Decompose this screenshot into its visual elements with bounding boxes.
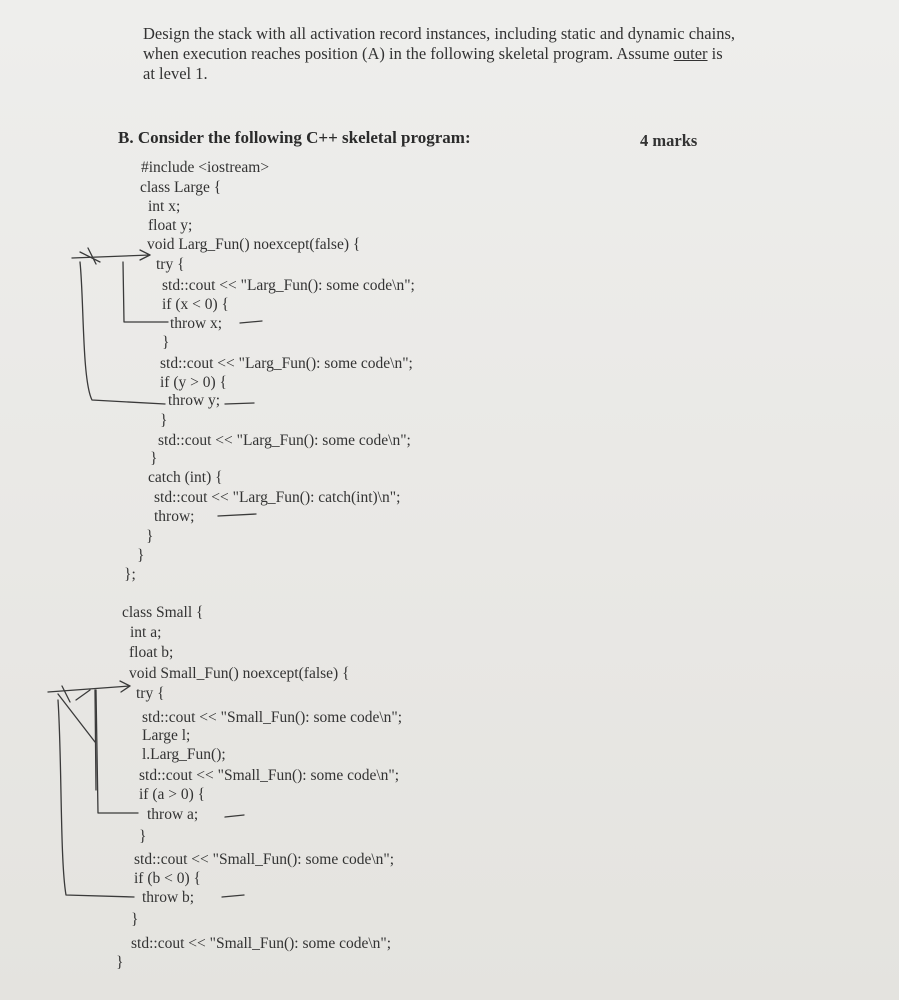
question-intro	[143, 24, 833, 84]
intro-underlined-word: outer	[673, 44, 708, 63]
code-line: l.Larg_Fun();	[142, 746, 226, 763]
code-line: float b;	[129, 644, 174, 661]
code-line: if (y > 0) {	[160, 374, 227, 391]
code-line: std::cout << "Larg_Fun(): some code\n";	[162, 277, 415, 294]
code-line: std::cout << "Small_Fun(): some code\n";	[131, 935, 392, 952]
code-line: }	[146, 528, 154, 545]
code-line: #include <iostream>	[141, 159, 270, 176]
dash-throw-b	[222, 895, 244, 897]
code-line: void Small_Fun() noexcept(false) {	[129, 665, 350, 682]
code-line: int x;	[148, 198, 181, 215]
intro-line-1: Design the stack with all activation record instances, including static and dynamic chains,	[143, 24, 735, 43]
diagonal-stroke	[58, 694, 95, 742]
code-line: }	[160, 412, 168, 429]
bracket-throw-a	[96, 690, 138, 813]
code-line: try {	[136, 685, 165, 702]
code-line: catch (int) {	[148, 469, 223, 486]
dash-throw-y	[225, 403, 254, 404]
code-line: throw x;	[170, 315, 223, 332]
code-line: throw;	[154, 508, 195, 525]
bracket-throw-y	[80, 262, 165, 404]
code-line: }	[139, 828, 147, 845]
arrow-to-try-small	[48, 686, 130, 692]
question-b-heading: B. Consider the following C++ skeletal program:	[118, 128, 471, 147]
intro-line-2-text: when execution reaches position (A) in the following skeletal program. Assume	[143, 44, 674, 63]
intro-line-3: at level 1.	[143, 64, 208, 83]
pen-scribble-small	[62, 686, 90, 702]
diagonal-stroke-2	[95, 690, 96, 790]
code-line: throw b;	[142, 889, 195, 906]
code-line: };	[124, 566, 136, 583]
code-line: }	[131, 911, 139, 928]
code-line: }	[137, 547, 145, 564]
code-line: throw y;	[168, 392, 221, 409]
code-line: if (a > 0) {	[139, 786, 206, 803]
code-line: std::cout << "Small_Fun(): some code\n";	[139, 767, 400, 784]
bracket-throw-b	[58, 700, 134, 897]
marks-label: 4 marks	[640, 131, 698, 150]
arrow-to-try-large	[72, 255, 150, 258]
intro-line-2-tail: is	[707, 44, 723, 63]
code-line: class Small {	[122, 604, 204, 621]
code-line: }	[162, 334, 170, 351]
dash-rethrow	[218, 514, 256, 516]
code-line: std::cout << "Small_Fun(): some code\n";	[134, 851, 395, 868]
code-line: std::cout << "Larg_Fun(): some code\n";	[158, 432, 411, 449]
code-line: throw a;	[147, 806, 199, 823]
code-line: }	[116, 954, 124, 971]
pen-scribble-large	[80, 248, 100, 264]
code-line: if (x < 0) {	[162, 296, 229, 313]
code-line: try {	[156, 256, 185, 273]
code-line: int a;	[130, 624, 162, 641]
code-line: std::cout << "Larg_Fun(): some code\n";	[160, 355, 413, 372]
code-line: void Larg_Fun() noexcept(false) {	[147, 236, 361, 253]
code-line: std::cout << "Small_Fun(): some code\n";	[142, 709, 403, 726]
code-line: float y;	[148, 217, 193, 234]
code-line: class Large {	[140, 179, 222, 196]
dash-throw-x	[240, 321, 262, 323]
code-line: std::cout << "Larg_Fun(): catch(int)\n";	[154, 489, 401, 506]
code-line: if (b < 0) {	[134, 870, 201, 887]
dash-throw-a	[225, 815, 244, 817]
code-line: }	[150, 450, 158, 467]
code-line: Large l;	[142, 727, 191, 744]
intro-line-2	[143, 44, 833, 64]
